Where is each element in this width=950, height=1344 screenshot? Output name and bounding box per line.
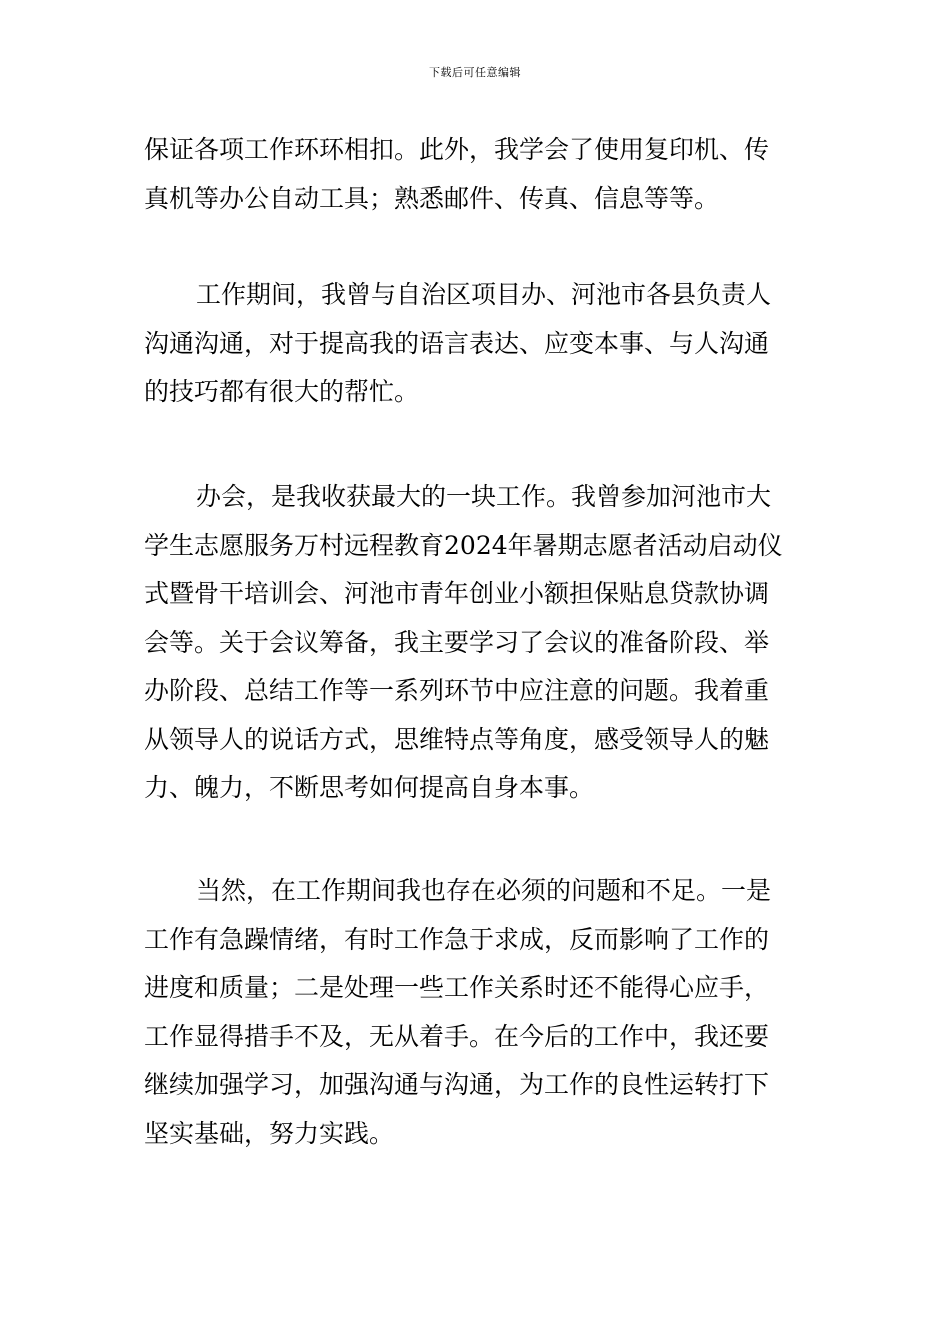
text-line: 沟通沟通，对于提高我的语言表达、应变本事、与人沟通: [144, 328, 770, 358]
text-line: 工作显得措手不及，无从着手。在今后的工作中，我还要: [144, 1021, 770, 1051]
paragraph-communication: [144, 271, 809, 417]
text-line: 当然，在工作期间我也存在必须的问题和不足。一是: [196, 876, 772, 905]
text-line: 学生志愿服务万村远程教育2024年暑期志愿者活动启动仪: [144, 530, 783, 560]
text-line: 保证各项工作环环相扣。此外，我学会了使用复印机、传: [144, 135, 770, 164]
text-line: 会等。关于会议筹备，我主要学习了会议的准备阶段、举: [144, 627, 770, 657]
paragraph-office-skills: [144, 126, 809, 223]
text-line: 办会，是我收获最大的一块工作。我曾参加河池市大: [196, 482, 772, 511]
text-line: 从领导人的说话方式，思维特点等角度，感受领导人的魅: [144, 724, 770, 754]
page-header: 下载后可任意编辑: [429, 66, 521, 79]
text-line: 工作有急躁情绪，有时工作急于求成，反而影响了工作的: [144, 924, 770, 954]
text-line: 继续加强学习，加强沟通与沟通，为工作的良性运转打下: [144, 1070, 770, 1099]
paragraph-shortcomings: [144, 867, 809, 1158]
text-line: 的技巧都有很大的帮忙。: [144, 377, 420, 406]
text-line: 力、魄力，不断思考如何提高自身本事。: [144, 773, 595, 802]
paragraph-meetings: [144, 473, 809, 813]
text-line: 进度和质量；二是处理一些工作关系时还不能得心应手，: [144, 973, 770, 1002]
text-line: 坚实基础，努力实践。: [144, 1118, 395, 1148]
text-line: 式暨骨干培训会、河池市青年创业小额担保贴息贷款协调: [144, 579, 770, 608]
text-line: 办阶段、总结工作等一系列环节中应注意的问题。我着重: [144, 676, 770, 705]
text-line: 工作期间，我曾与自治区项目办、河池市各县负责人: [196, 280, 772, 309]
text-line: 真机等办公自动工具；熟悉邮件、传真、信息等等。: [144, 183, 720, 213]
